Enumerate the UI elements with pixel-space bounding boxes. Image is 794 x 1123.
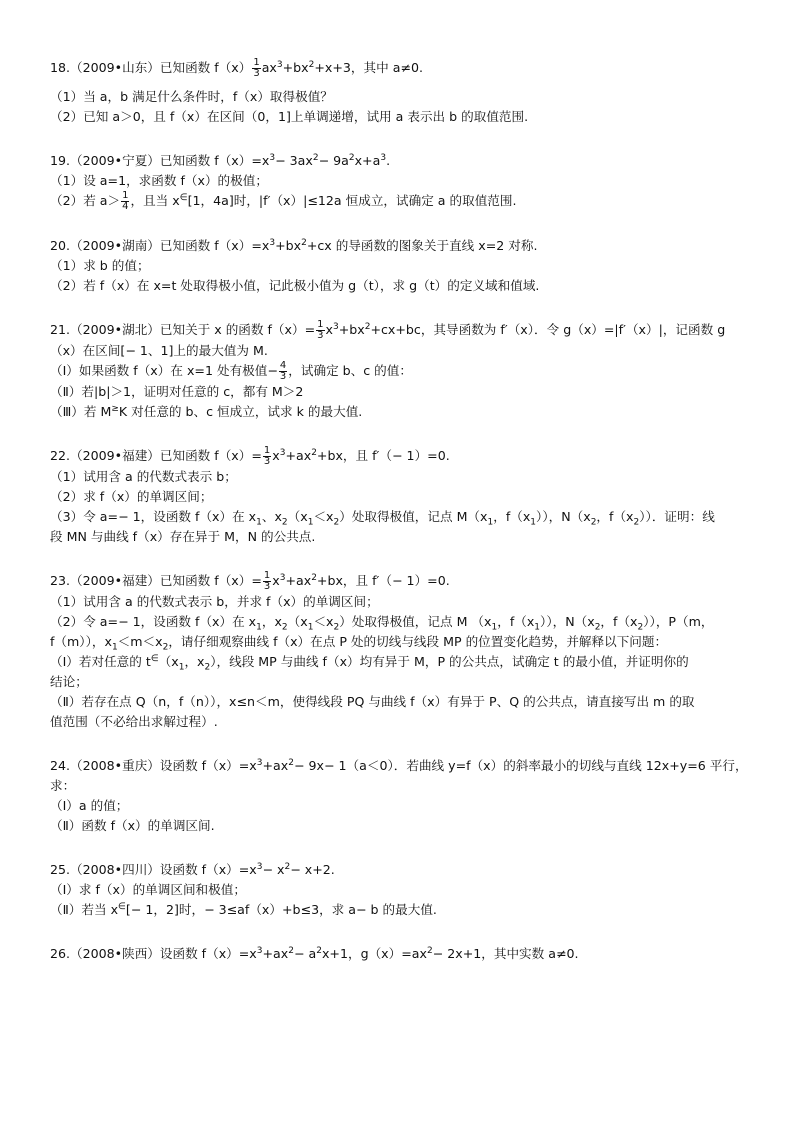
subscript: 2 [333,517,340,528]
problem-line [50,756,750,776]
problem-line [50,592,750,612]
text-run: − 9a [318,153,349,168]
text-run: +ax [285,573,312,588]
problem-line [50,944,750,964]
superscript: ∈ [118,901,126,912]
text-run: ）处取得极值，记点 M （x [339,614,492,629]
superscript: 3 [256,757,263,768]
text-run: 23.（2009•福建）已知函数 f（x）= [50,573,262,588]
problem-spacer [50,547,750,571]
subscript: 2 [637,622,644,633]
text-run: （2）若 a＞ [50,193,121,208]
fraction-numerator: 1 [263,445,271,456]
problem-line [50,632,750,652]
problem-line [50,900,750,920]
text-run: . [386,153,391,168]
problem-line [50,87,750,107]
problem-26 [50,944,750,964]
text-run: x [325,322,333,337]
text-run: ，f（x [596,509,634,524]
subscript: 1 [487,517,494,528]
text-run: +cx 的导函数的图象关于直线 x=2 对称. [306,238,538,253]
fraction-denominator: 3 [279,371,287,382]
subscript: 2 [281,517,288,528]
superscript: 3 [269,237,276,248]
text-run: 值范围（不必给出求解过程）. [50,714,218,729]
subscript: 1 [307,622,314,633]
text-run: ），线段 MP 与曲线 f（x）均有异于 M，P 的公共点，试确定 t 的最小值，并证明你的 [210,654,689,669]
problem-line [50,712,750,732]
problem-line [50,467,750,487]
problem-line [50,236,750,256]
text-run: ）），P（m， [643,614,714,629]
text-run: ，f（x [600,614,638,629]
text-run: +bx，且 f′（− 1）=0. [316,573,450,588]
problem-line [50,58,750,79]
fraction [252,58,260,79]
text-run: （x [158,654,179,669]
problem-line [50,487,750,507]
fraction-denominator: 4 [122,201,129,212]
subscript: 1 [178,662,185,673]
superscript: 3 [279,447,286,458]
text-run: （x [287,614,308,629]
document-page [50,52,750,964]
fraction [316,320,324,341]
problem-line [50,612,750,632]
fraction-denominator: 3 [263,456,271,467]
fraction-numerator: 1 [263,570,271,581]
superscript: 3 [332,321,339,332]
text-run: ，试确定 b、c 的值： [288,363,412,378]
text-run: （x [287,509,308,524]
text-run: 18.（2009•山东）已知函数 f（x） [50,60,252,75]
fraction [263,571,271,592]
fraction-denominator: 3 [317,330,324,341]
problem-spacer [50,127,750,151]
text-run: （1）试用含 a 的代数式表示 b，并求 f（x）的单调区间； [50,594,379,609]
subscript: 1 [534,622,541,633]
problem-line [50,341,750,361]
text-run: +bx [275,238,302,253]
superscript: 2 [288,757,294,768]
text-run: +bx，且 f′（− 1）=0. [316,448,450,463]
subscript: 2 [204,662,211,673]
text-run: （2）已知 a＞0，且 f（x）在区间（0，1]上单调递增，试用 a 表示出 b 的取值范围. [50,109,529,124]
text-run: ax [261,60,277,75]
text-run: 25.（2008•四川）设函数 f（x）=x [50,862,257,877]
problem-line [50,171,750,191]
subscript: 1 [256,517,262,528]
problem-line [50,191,750,212]
text-run: 24.（2008•重庆）设函数 f（x）=x [50,758,257,773]
text-run: （Ⅱ）若当 x [50,902,119,917]
text-run: （1）试用含 a 的代数式表示 b； [50,469,237,484]
superscript: 2 [311,447,317,458]
subscript: 1 [491,622,498,633]
problem-line [50,652,750,672]
problem-21 [50,320,750,446]
subscript: 1 [530,517,537,528]
text-run: ，f（x [497,614,535,629]
problem-19 [50,151,750,236]
superscript: 3 [380,152,387,163]
text-run: （Ⅱ）若|b|＞1，证明对任意的 c，都有 M＞2 [50,384,304,399]
text-run: − 3ax [275,153,313,168]
text-run: （2）求 f（x）的单调区间； [50,489,213,504]
problem-line [50,507,750,527]
superscript: 3 [256,861,263,872]
superscript: 2 [316,945,322,956]
subscript: 1 [307,517,314,528]
text-run: − a [293,946,317,961]
text-run: 段 MN 与曲线 f（x）存在异于 M，N 的公共点. [50,529,316,544]
text-run: （Ⅰ）若对任意的 t [50,654,151,669]
text-run: x [272,573,280,588]
problem-line [50,672,750,692]
text-run: （1）当 a，b 满足什么条件时，f（x）取得极值？ [50,89,333,104]
problem-line [50,816,750,836]
text-run: 26.（2008•陕西）设函数 f（x）=x [50,946,257,961]
text-run: （Ⅰ）a 的值； [50,798,129,813]
problem-line [50,880,750,900]
problem-line [50,776,750,796]
text-run: [− 1，2]时，− 3≤af（x）+b≤3，求 a− b 的最大值. [125,902,437,917]
text-run: ）），N（x [540,614,595,629]
text-run: ，请仔细观察曲线 f（x）在点 P 处的切线与线段 MP 的位置变化趋势，并解释以下问题： [168,634,668,649]
text-run: （Ⅱ）函数 f（x）的单调区间. [50,818,215,833]
text-run: （1）设 a=1，求函数 f（x）的极值； [50,173,268,188]
subscript: 2 [594,622,601,633]
problem-spacer [50,212,750,236]
superscript: 2 [311,572,317,583]
superscript: 2 [288,945,294,956]
text-run: 22.（2009•福建）已知函数 f（x）= [50,448,262,463]
text-run: +bx [282,60,309,75]
fraction-numerator: 1 [317,319,324,330]
fraction-denominator: 3 [253,68,260,79]
text-run: 结论； [50,674,88,689]
problem-line [50,692,750,712]
text-run: （Ⅰ）如果函数 f（x）在 x=1 处有极值− [50,363,278,378]
subscript: 1 [111,642,118,653]
superscript: 2 [284,861,291,872]
text-run: ＜x [313,509,334,524]
text-run: +cx+bc，其导函数为 f′（x）．令 g（x）=|f′（x）|，记函数 g [370,322,726,337]
subscript: 2 [162,642,169,653]
subscript: 2 [633,517,640,528]
problem-24 [50,756,750,860]
superscript: 3 [276,59,283,70]
fraction [263,446,271,467]
problem-20 [50,236,750,320]
problem-line [50,527,750,547]
text-run: （3）令 a=− 1，设函数 f（x）在 x [50,509,257,524]
problem-line [50,361,750,382]
text-run: 20.（2009•湖南）已知函数 f（x）=x [50,238,270,253]
subscript: 2 [281,622,288,633]
subscript: 1 [256,622,262,633]
text-run: 21.（2009•湖北）已知关于 x 的函数 f（x）= [50,322,316,337]
text-run: ）处取得极值，记点 M（x [339,509,488,524]
problem-line [50,571,750,592]
text-run: ））．证明：线 [639,509,715,524]
text-run: x+a [354,153,381,168]
problem-spacer [50,836,750,860]
problem-spacer [50,422,750,446]
text-run: K 对任意的 b、c 恒成立，试求 k 的最大值. [118,404,363,419]
problem-line [50,256,750,276]
text-run: 19.（2009•宁夏）已知函数 f（x）=x [50,153,270,168]
problem-line [50,151,750,171]
superscript: 3 [269,152,276,163]
problem-line [50,276,750,296]
text-run: （x）在区间[− 1、1]上的最大值为 M. [50,343,268,358]
superscript: ≥ [111,403,119,414]
superscript: 2 [312,152,319,163]
problem-line [50,382,750,402]
text-run: − 2x+1，其中实数 a≠0. [432,946,579,961]
superscript: 2 [308,59,315,70]
text-run: [1，4a]时，|f′（x）|≤12a 恒成立，试确定 a 的取值范围. [187,193,517,208]
text-run: （Ⅱ）若存在点 Q（n，f（n）），x≤n＜m，使得线段 PQ 与曲线 f（x）有异于 P、Q 的公共点，请直接写出 m 的取 [50,694,695,709]
fraction-numerator: 1 [122,190,129,201]
text-run: +ax [285,448,312,463]
text-run: ，f（x [493,509,531,524]
text-run: ，x [184,654,205,669]
superscript: ∈ [179,192,188,203]
fraction-numerator: 1 [253,57,260,68]
text-run: 、x [261,509,282,524]
problem-spacer [50,732,750,756]
text-run: （2）若 f（x）在 x=t 处取得极小值，记此极小值为 g（t），求 g（t）的定义域和值域. [50,278,540,293]
text-run: +ax [262,946,289,961]
subscript: 2 [590,517,597,528]
text-run: +ax [262,758,289,773]
fraction-numerator: 4 [279,360,287,371]
problem-23 [50,571,750,756]
fraction-denominator: 3 [263,581,271,592]
superscript: ∈ [150,653,159,664]
problem-spacer [50,296,750,320]
text-run: − x [262,862,285,877]
text-run: − 9x− 1（a＜0）．若曲线 y=f（x）的斜率最小的切线与直线 12x+y=6 平行， [293,758,748,773]
problem-line [50,860,750,880]
superscript: 3 [279,572,286,583]
text-run: ＜m＜x [117,634,163,649]
text-run: +x+3，其中 a≠0. [314,60,423,75]
text-run: （Ⅰ）求 f（x）的单调区间和极值； [50,882,246,897]
problem-spacer [50,920,750,944]
superscript: 2 [301,237,307,248]
text-run: +bx [338,322,365,337]
problem-22 [50,446,750,571]
text-run: 求： [50,778,76,793]
text-run: （1）求 b 的值； [50,258,150,273]
text-run: ＜x [313,614,334,629]
text-run: ，且当 x [130,193,180,208]
problem-18 [50,58,750,151]
problem-25 [50,860,750,944]
problem-line [50,402,750,422]
problem-line [50,796,750,816]
superscript: 2 [364,321,371,332]
text-run: − x+2. [290,862,335,877]
text-run: （2）令 a=− 1，设函数 f（x）在 x [50,614,257,629]
problem-line [50,320,750,341]
text-run: x+1，g（x）=ax [321,946,427,961]
superscript: 3 [256,945,263,956]
text-run: f（m）），x [50,634,112,649]
problem-line [50,107,750,127]
fraction [279,361,287,382]
text-run: x [272,448,280,463]
superscript: 2 [348,152,355,163]
text-run: （Ⅲ）若 M [50,404,112,419]
fraction [121,191,129,212]
text-run: ，x [261,614,282,629]
superscript: 2 [426,945,433,956]
subscript: 2 [333,622,340,633]
text-run: ）），N（x [536,509,591,524]
problem-line [50,446,750,467]
